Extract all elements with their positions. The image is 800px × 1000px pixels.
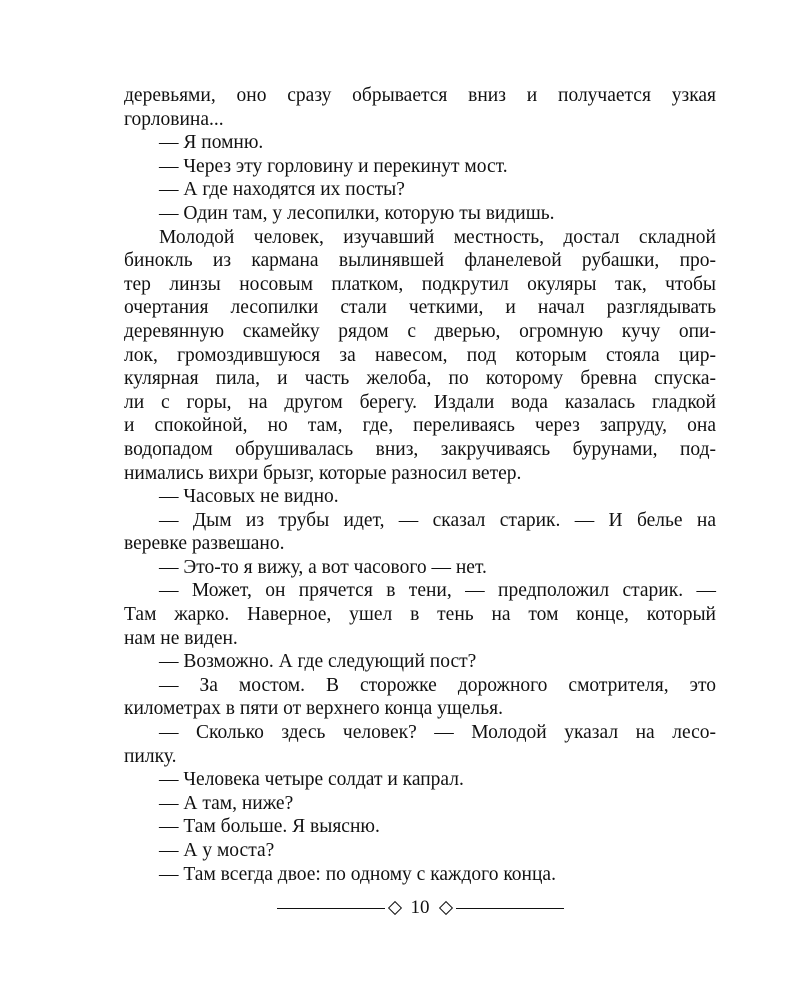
dialogue-line: — Может, он прячется в тени, — предположил старик. —: [159, 580, 716, 602]
paragraph-line: нимались вихри брызг, которые разносил ветер.: [124, 462, 522, 484]
book-page-text: [124, 84, 716, 886]
dialogue-line: — Это-то я вижу, а вот часового — нет.: [159, 556, 487, 578]
paragraph-line: очертания лесопилки стали четкими, и начал разглядывать: [124, 297, 716, 319]
dialogue-line: нам не виден.: [124, 627, 238, 649]
dialogue-line: — А там, ниже?: [159, 792, 294, 814]
dialogue-line: — А где находятся их посты?: [159, 179, 405, 201]
diamond-ornament-icon: [438, 901, 452, 915]
dialogue-line: — Через эту горловину и перекинут мост.: [159, 155, 508, 177]
dialogue-line: Там жарко. Наверное, ушел в тень на том конце, который: [124, 604, 716, 626]
dialogue-line: пилку.: [124, 745, 177, 767]
dialogue-line: — Там больше. Я выясню.: [159, 816, 380, 838]
paragraph-line: Молодой человек, изучавший местность, достал складной: [159, 226, 716, 248]
text-line: деревьями, оно сразу обрывается вниз и получается узкая: [124, 85, 716, 106]
dialogue-line: веревке развешано.: [124, 533, 285, 555]
footer-rule-right: [456, 908, 564, 909]
paragraph-line: деревянную скамейку рядом с дверью, огромную кучу опи-: [124, 320, 716, 342]
paragraph-line: бинокль из кармана вылинявшей фланелевой рубашки, про-: [124, 250, 716, 272]
paragraph-line: тер линзы носовым платком, подкрутил окуляры так, чтобы: [124, 273, 716, 295]
diamond-ornament-icon: [387, 901, 401, 915]
dialogue-line: — Возможно. А где следующий пост?: [159, 651, 477, 673]
dialogue-line: — Я помню.: [159, 132, 264, 154]
paragraph-line: водопадом обрушивалась вниз, закручиваясь бурунами, под-: [124, 438, 716, 460]
dialogue-line: — Сколько здесь человек? — Молодой указал на лесо-: [159, 722, 716, 744]
footer-rule-left: [277, 908, 385, 909]
paragraph-line: ли с горы, на другом берегу. Издали вода казалась гладкой: [124, 391, 716, 413]
dialogue-line: — Человека четыре солдат и капрал.: [159, 769, 464, 791]
paragraph-line: кулярная пила, и часть желоба, по которому бревна спуска-: [124, 368, 716, 390]
dialogue-line: — А у моста?: [159, 840, 275, 861]
dialogue-line: — Дым из трубы идет, — сказал старик. — И белье на: [159, 509, 716, 531]
dialogue-line: — Один там, у лесопилки, которую ты видишь.: [159, 202, 555, 224]
page-footer: [272, 893, 568, 923]
dialogue-line: километрах в пяти от верхнего конца ущелья.: [124, 698, 504, 720]
dialogue-line: — За мостом. В сторожке дорожного смотрителя, это: [159, 674, 716, 696]
dialogue-line: — Часовых не видно.: [159, 486, 339, 508]
dialogue-line: — Там всегда двое: по одному с каждого конца.: [159, 863, 556, 885]
text-line: горловина...: [124, 108, 224, 130]
page-number: 10: [410, 897, 430, 918]
paragraph-line: лок, громоздившуюся за навесом, под которым стояла цир-: [124, 344, 716, 366]
paragraph-line: и спокойной, но там, где, переливаясь через запруду, она: [124, 415, 716, 437]
